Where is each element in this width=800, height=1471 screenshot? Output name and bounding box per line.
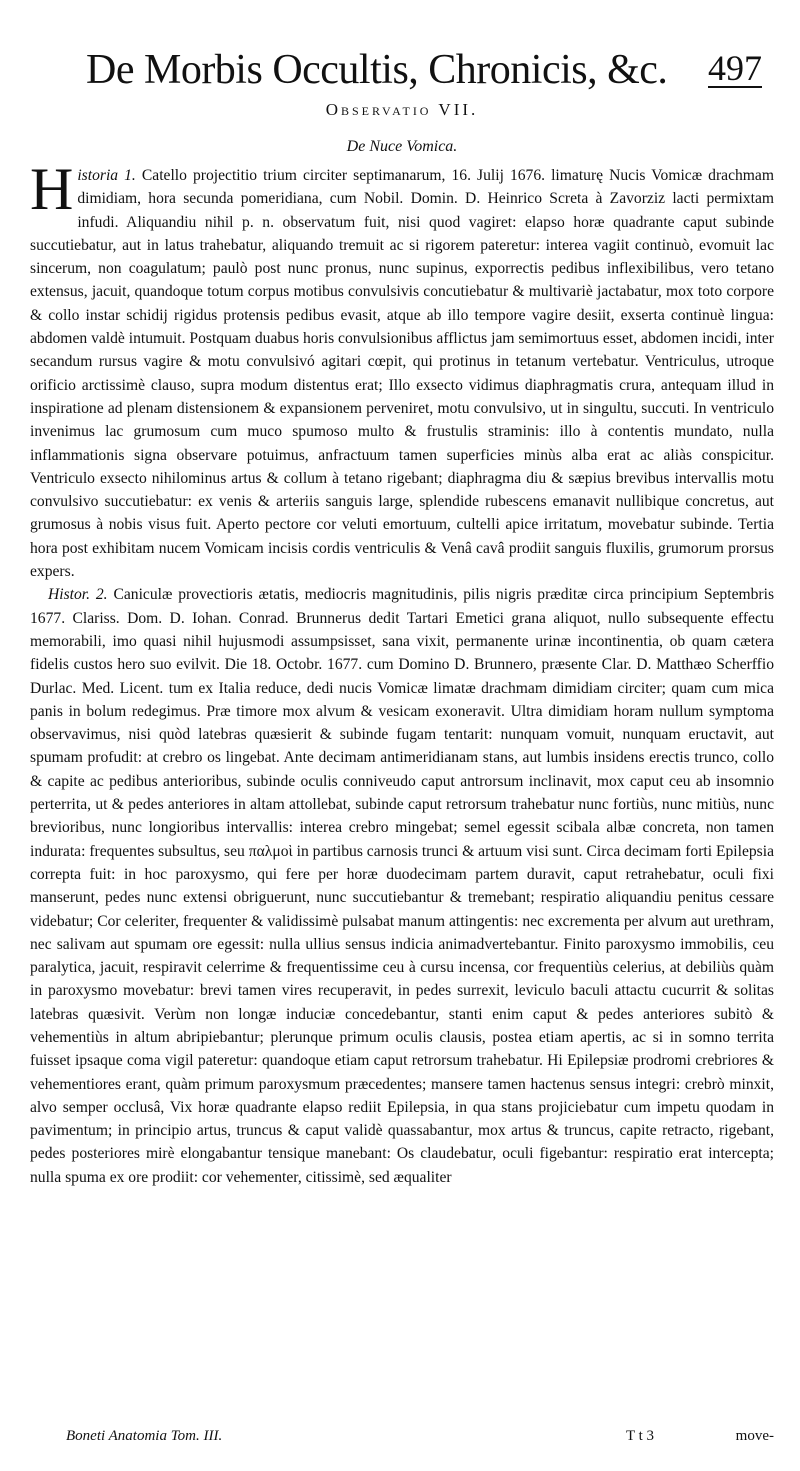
page-footer (66, 1428, 774, 1452)
signature-mark: T t 3 (626, 1428, 655, 1444)
running-title: De Morbis Occultis, Chronicis, &c. (86, 47, 668, 93)
historia-1-text: Catello projectitio trium circiter septimanarum, 16. Julij 1676. limaturę Nucis Vomicæ drachmam dimidiam, hora secunda pomeridiana, cum Nobil. Domin. D. Heinrico Screta à Zavorziz lacti permixtam infudi. Aliquandiu nihil p. n. observatum fuit, nisi quod vagiret: elapso horæ quadrante caput subinde succutiebatur, aut in latus trahebatur, aliquando tremuit ac si rigorem pateretur: interea vagiit continuò, evomuit lac sincerum, non coagulatum; paulò post nunc pronus, nunc supinus, exporrectis pedibus inflexibilibus, vero tetano extensus, jacuit, quandoque totum corpus motibus convulsivis concutiebatur & multivariè jactabatur, mox toto corpore & collo instar schidij rigidus protensis pedibus evasit, atque ab illo tempore vagire desiit, exserta continuè lingua: abdomen valdè intumuit. Postquam duabus horis convulsionibus afflictus jam semimortuus esset, abdomen incidi, inter secandum rursus vagire & motu convulsivó agitari cœpit, qui protinus in tetanum vertebatur. Ventriculus, utroque orificio arctissimè clauso, supra modum distentus erat; Illo exsecto vidimus diaphragmatis crura, antequam illud in inspiratione ad plenam distensionem & expansionem perveniret, motu convulsivo, ut in singultu, succuti. In ventriculo invenimus lac grumosum cum muco spumoso multo & frustulis straminis: illo à contentis mundato, nulla inflammationis signa observare potuimus, anfractuum tamen superficies minùs alba erat ac aliàs conspicitur. Ventriculo exsecto nihilominus artus & collum à tetano rigebant; diaphragma diu & sæpius brevibus intervallis motu convulsivo succutiebatur: ex venis & arteriis sanguis large, splendide rubescens emanavit nullibique concretus, aut grumosus à nobis visus fuit. Aperto pectore cor veluti emortuum, cultelli apice irritatum, movebatur subinde. Tertia hora post exhibitam nucem Vomicam incisis cordis ventriculis & Venâ cavâ prodiit sanguis fluxilis, grumorum prorsus expers. (30, 167, 774, 581)
historia-2-label: Histor. 2. (48, 586, 108, 604)
historia-2-paragraph (30, 583, 774, 1189)
historia-2-text: Caniculæ provectioris ætatis, mediocris magnitudinis, pilis nigris præditæ circa principium Septembris 1677. Clariss. Dom. D. Iohan. Conrad. Brunnerus dedit Tartari Emetici grana aliquot, nullo subsequente effectu memorabili, imo quasi nihil hujusmodi assumpsisset, sana vixit, permanente urinæ incontinentia, ob quam cætera fidelis custos hero suo evilvit. Die 18. Octobr. 1677. cum Domino D. Brunnero, præsente Clar. D. Matthæo Scherffio Durlac. Med. Licent. tum ex Italia reduce, dedi nucis Vomicæ limatæ drachmam dimidiam circiter; quam cum mica panis in bolum redegimus. Præ timore mox alvum & vesicam exoneravit. Ultra dimidiam horam nullum symptoma observavimus, nisi quòd latebras quæsierit & subinde fugam tentarit: nunquam vomuit, nunquam eructavit, aut spumam profudit: at crebro os lingebat. Ante decimam antimeridianam stans, aut lumbis insidens erectis trunco, collo & capite ac pedibus anterioribus, subinde oculis conniveudo caput antrorsum inclinavit, mox caput ceu ab insomnio perterrita, ut & pedes anteriores in altam attollebat, subinde caput retrorsum trahebatur nunc fortiùs, nunc mitiùs, nunc brevioribus, nunc longioribus intervallis: interea crebro mingebat; semel egessit scibala albæ concreta, non tamen indurata: frequentes subsultus, seu παλμοὶ in partibus carnosis trunci & artuum visi sunt. Circa decimam forti Epilepsia correpta fuit: in hoc paroxysmo, qui fere per horæ duodecimam partem duravit, caput retrahebatur, oculi fixi manserunt, pedes nunc extensi obriguerunt, nunc succutiebantur & tremebant; respiratio aliquandiu penitus cessare videbatur; Cor celeriter, frequenter & validissimè pulsabat manum attingentis: nec excrementa per alvum aut urethram, nec salivam aut spumam ore egessit: nulla ullius sensus indicia animadvertebantur. Finito paroxysmo immobilis, ceu paralytica, jacuit, respiravit celerrime & frequentissime ceu à cursu incensa, cor frequentiùs celerius, at debiliùs quàm in paroxysmo movebatur: brevi tamen vires recuperavit, in pedes surrexit, leviculo baculi attactu cucurrit & solitas latebras quæsivit. Verùm non longæ induciæ concedebantur, stanti enim caput & pedes anteriores subitò & vehementiùs in altum abripiebantur; plerunque primum oculis clausis, postea etiam apertis, ac si in somno territa fuisset ipsaque coma vigil pateretur: quandoque etiam caput retrorsum trahebatur. Hi Epilepsiæ prodromi crebriores & vehementiores erant, quàm primum paroxysmum præcedentes; mansere tamen hactenus sensus integri: crebrò minxit, alvo semper occlusâ, Vix horæ quadrante elapso rediit Epilepsia, in qua stans projiciebatur cum impetu quodam in pavimentum; in principio artus, truncus & caput validè quassabantur, mox artus & truncus, capite retracto, rigebant, pedes posteriores mirè elongabantur tensique manebant: Os claudebatur, oculi figebantur: respiratio erat intercepta; nulla spuma ex ore prodiit: cor vehementer, citissimè, sed æqualiter (30, 586, 775, 1186)
observation-title: Observatio VII. (325, 100, 479, 119)
catchword: move- (735, 1428, 774, 1444)
drop-cap: H (30, 156, 74, 222)
page-header (30, 0, 774, 93)
signature-title: Boneti Anatomia Tom. III. (66, 1428, 223, 1444)
body-text (30, 156, 775, 1189)
historia-1-paragraph (30, 156, 774, 583)
observation-subtitle: De Nuce Vomica. (346, 138, 458, 155)
historia-1-label: istoria 1. (77, 167, 136, 184)
page-number: 497 (708, 48, 762, 88)
